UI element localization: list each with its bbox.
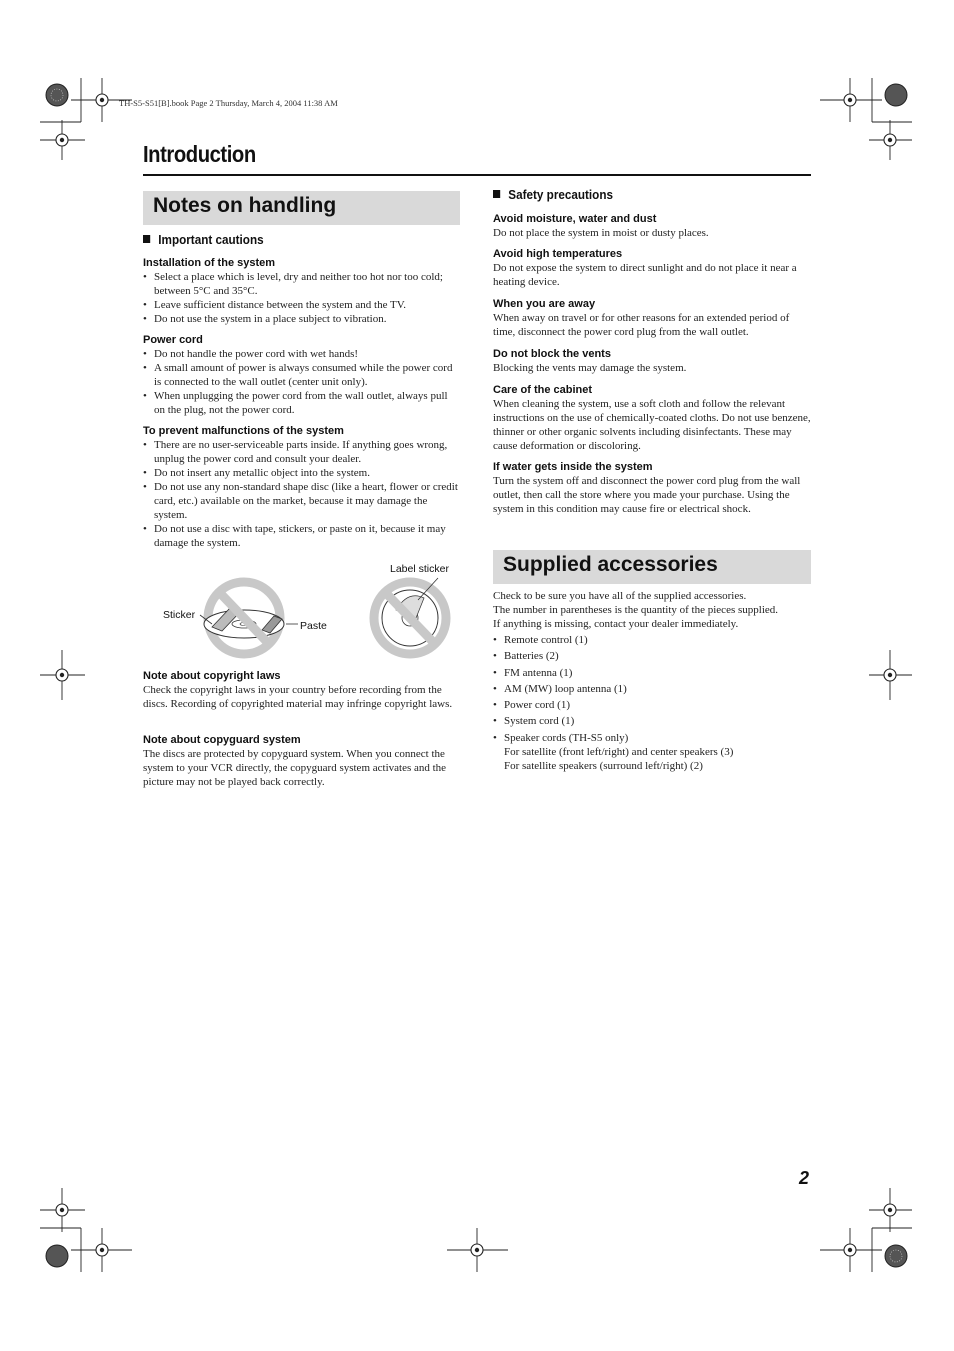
list-item: • Remote control (1) [493,633,811,647]
speaker-cords-label: • Speaker cords (TH-S5 only) [504,731,629,744]
malfunctions-section [143,425,461,550]
section-heading: When you are away [493,298,596,310]
supplied-accessories-band [493,550,811,584]
notes-on-handling-title: Notes on handling [153,194,337,217]
title-rule [143,174,811,176]
cabinet-section [493,384,811,453]
accessories-intro-2: The number in parentheses is the quantity of the pieces supplied. [493,604,779,616]
power-cord-list [143,347,461,417]
supplied-accessories-title: Supplied accessories [503,553,718,576]
accessories-section [493,589,811,775]
section-heading: Do not block the vents [493,348,611,360]
prohibition-sign-right [374,578,446,654]
installation-section [143,257,461,326]
list-item: • Do not use any non-standard shape disc (like a heart, flower or credit card, etc.) available on the market, because it may damage the system. [143,480,461,522]
safety-precautions-label: Safety precautions [508,187,613,202]
section-text: When away on travel or for other reasons for an extended period of time, disconnect the power cord plug from the wall outlet. [493,312,790,338]
moisture-section [493,213,811,240]
list-item: • Do not handle the power cord with wet hands! [143,347,461,361]
list-item: • Do not insert any metallic object into the system. [143,466,461,480]
section-text: Blocking the vents may damage the system. [493,362,687,374]
page-number: 2 [799,1168,810,1188]
important-cautions-label: Important cautions [158,232,264,247]
speaker-cords-sub-1: For satellite (front left/right) and center speakers (3) [504,745,734,758]
water-section [493,461,811,516]
label-sticker-caption: Label sticker [390,563,449,575]
square-bullet-icon [143,235,150,243]
list-item: • A small amount of power is always consumed while the power cord is connected to the wall outlet (center unit only). [143,361,461,389]
section-heading: If water gets inside the system [493,461,653,473]
list-item: • System cord (1) [493,714,811,728]
malfunctions-list [143,438,461,550]
away-section [493,298,811,339]
copyguard-section [143,734,461,789]
malfunctions-heading: To prevent malfunctions of the system [143,425,344,437]
list-item: • There are no user-serviceable parts inside. If anything goes wrong, unplug the power cord and consult your dealer. [143,438,461,466]
list-item: • AM (MW) loop antenna (1) [493,682,811,696]
copyguard-text: The discs are protected by copyguard system. When you connect the system to your VCR directly, the copyguard system activates and the picture may not be played back correctly. [143,748,447,788]
section-heading: Care of the cabinet [493,384,593,396]
speaker-cords-sub-2: For satellite speakers (surround left/right) (2) [504,759,703,772]
notes-on-handling-band [143,191,460,225]
installation-list [143,270,461,326]
list-item: • Do not use the system in a place subject to vibration. [143,312,461,326]
list-item: • Leave sufficient distance between the system and the TV. [143,298,461,312]
prohibition-sign-left [200,582,298,654]
paste-caption: Paste [300,620,327,632]
accessories-intro-3: If anything is missing, contact your dealer immediately. [493,618,739,630]
square-bullet-icon [493,190,500,198]
section-text: Turn the system off and disconnect the power cord plug from the wall outlet, then call the store where you made your purchase. Using the system in this condition may cause fire or electrical shock. [493,475,801,515]
disc-warning-illustration [150,560,460,665]
page-title: Introduction [143,141,256,167]
section-heading: Avoid high temperatures [493,248,623,260]
vents-section [493,348,811,375]
list-item: • Do not use a disc with tape, stickers, or paste on it, because it may damage the system. [143,522,461,550]
sticker-caption: Sticker [163,609,196,621]
important-cautions-heading [143,232,264,247]
installation-heading: Installation of the system [143,257,276,269]
file-header-note: TH-S5-S51[B].book Page 2 Thursday, March 4, 2004 11:38 AM [119,98,338,108]
section-text: Do not place the system in moist or dusty places. [493,227,709,239]
list-item: • Select a place which is level, dry and neither too hot nor too cold; between 5°C and 35°C. [143,270,461,298]
safety-precautions-heading [493,187,613,202]
section-text: When cleaning the system, use a soft cloth and follow the relevant instructions on the use of chemically-coated cloths. Do not use benzene, thinner or other organic solvents including disinfectants. These may cause deformation or discoloring. [493,398,811,452]
temperatures-section [493,248,811,289]
list-item: • When unplugging the power cord from the wall outlet, always pull on the plug, not the power cord. [143,389,461,417]
power-cord-heading: Power cord [143,334,203,346]
list-item [493,731,811,773]
copyguard-heading: Note about copyguard system [143,734,301,746]
accessories-intro-1: Check to be sure you have all of the supplied accessories. [493,590,747,602]
list-item: • Batteries (2) [493,649,811,663]
copyright-text: Check the copyright laws in your country before recording from the discs. Recording of copyrighted material may infringe copyright laws. [143,684,453,710]
copyright-heading: Note about copyright laws [143,670,281,682]
list-item: • Power cord (1) [493,698,811,712]
section-text: Do not expose the system to direct sunlight and do not place it near a heating device. [493,262,797,288]
list-item: • FM antenna (1) [493,666,811,680]
section-heading: Avoid moisture, water and dust [493,213,657,225]
copyright-section [143,670,461,711]
power-cord-section [143,334,461,417]
accessories-list [493,633,811,773]
